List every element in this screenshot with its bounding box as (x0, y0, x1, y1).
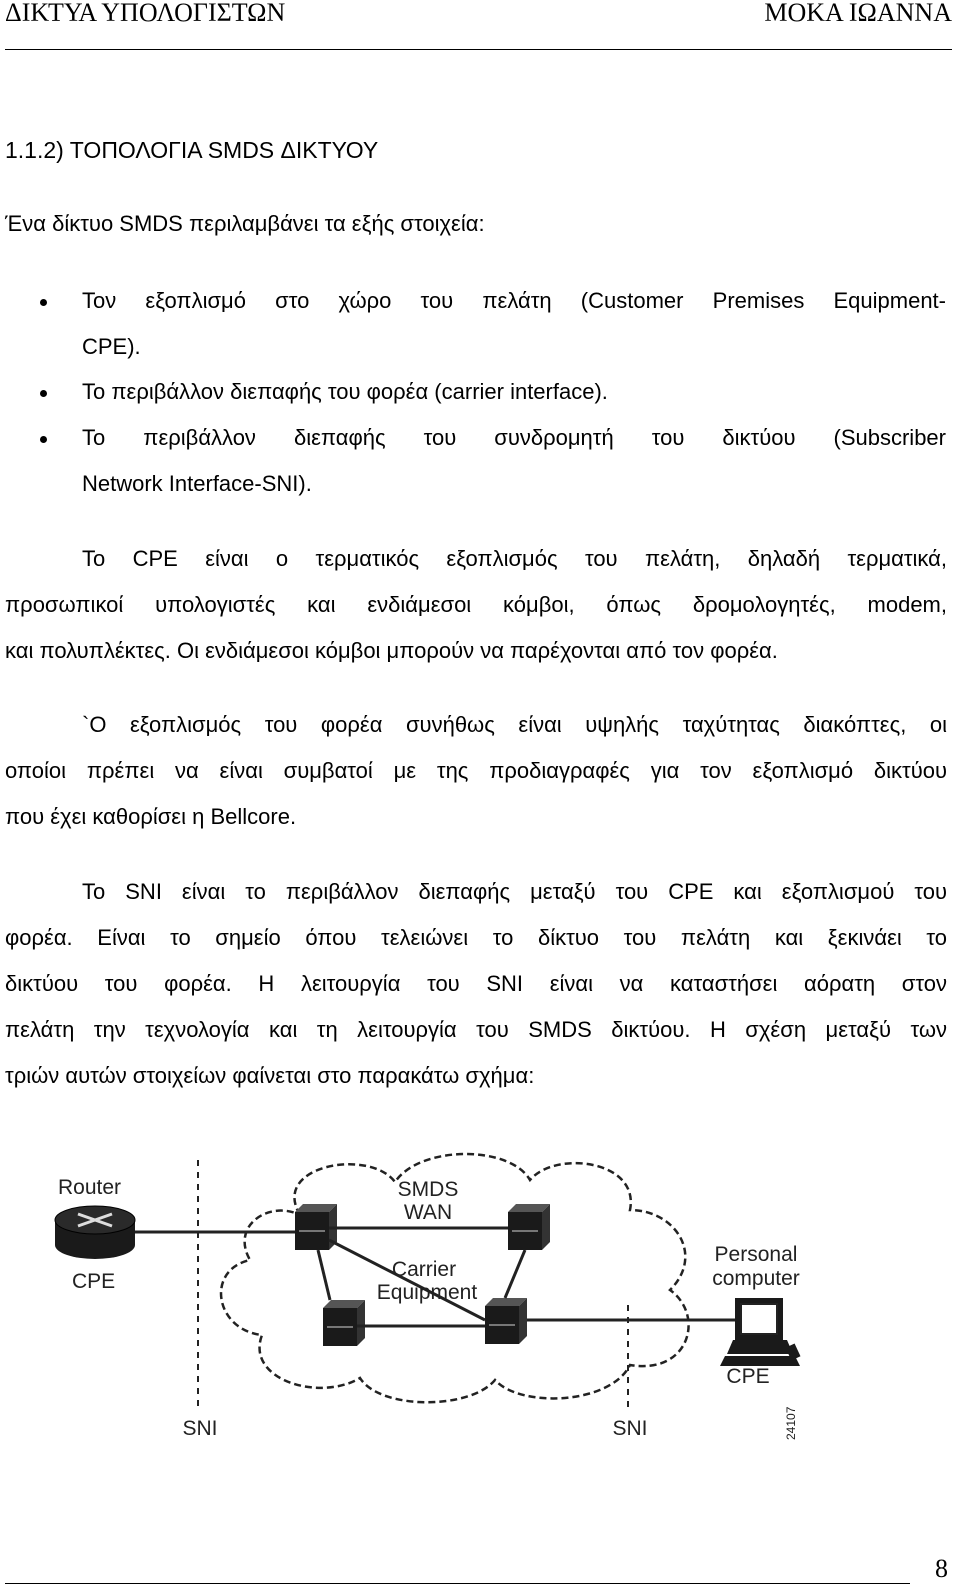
bullet-2-line1: Το περιβάλλον διεπαφής του φορέα (carrier interface). (82, 379, 608, 404)
pc-label-line2: computer (712, 1267, 800, 1290)
bullet-dot (40, 299, 47, 306)
para3-line5: τριών αυτών στοιχείων φαίνεται στο παρακάτω σχήμα: (5, 1063, 535, 1088)
para2-line1: `Ο εξοπλισμός του φορέα συνήθως είναι υψηλής ταχύτητας διακόπτες, οι (82, 712, 947, 737)
page-number: 8 (935, 1554, 948, 1583)
para3-line4: πελάτη την τεχνολογία και τη λειτουργία του SMDS δικτύου. Η σχέση μεταξύ των (5, 1017, 947, 1042)
carrier-label-line2: Equipment (376, 1281, 478, 1304)
carrier-switch-icon (508, 1204, 550, 1250)
para3-line2: φορέα. Είναι το σημείο όπου τελειώνει το δίκτυο του πελάτη και ξεκινάει το (5, 925, 947, 950)
para2-line2: οποίοι πρέπει να είναι συμβατοί με της προδιαγραφές για τον εξοπλισμό δικτύου (5, 758, 947, 783)
cloud-label-wan: WAN (403, 1201, 453, 1224)
bullet-1-line2: CPE). (82, 334, 141, 359)
router-icon (55, 1206, 135, 1259)
para1-line3: και πολυπλέκτες. Οι ενδιάμεσοι κόμβοι μπορούν να παρέχονται από τον φορέα. (5, 638, 778, 663)
header-rule (5, 49, 952, 50)
pc-label-line1: Personal (714, 1243, 798, 1266)
smds-topology-diagram (0, 1140, 960, 1460)
intro-text: Ένα δίκτυο SMDS περιλαμβάνει τα εξής στοιχεία: (5, 211, 485, 236)
bullet-3-line2: Network Interface-SNI). (82, 471, 312, 496)
cloud-label-smds: SMDS (397, 1178, 459, 1201)
section-title: 1.1.2) ΤΟΠΟΛΟΓΙΑ SMDS ΔΙΚΤΥΟΥ (5, 137, 379, 163)
para3-line1: Το SNI είναι το περιβάλλον διεπαφής μεταξύ του CPE και εξοπλισμού του (82, 879, 947, 904)
bullet-3-line1: Το περιβάλλον διεπαφής του συνδρομητή του δικτύου (Subscriber (82, 425, 946, 450)
para1-line1: Το CPE είναι ο τερματικός εξοπλισμός του πελάτη, δηλαδή τερματικά, (82, 546, 947, 571)
personal-computer-icon (720, 1298, 800, 1366)
cpe-label-left: CPE (72, 1270, 116, 1293)
sni-label-right: SNI (612, 1417, 648, 1440)
para2-line3: που έχει καθορίσει η Bellcore. (5, 804, 297, 829)
bullet-dot (40, 436, 47, 443)
figure-id: 24107 (784, 1406, 798, 1440)
para1-line2: προσωπικοί υπολογιστές και ενδιάμεσοι κόμβοι, όπως δρομολογητές, modem, (5, 592, 947, 617)
carrier-switch-icon (485, 1298, 527, 1344)
para3-line3: δικτύου του φορέα. Η λειτουργία του SNI είναι να καταστήσει αόρατη στον (5, 971, 947, 996)
header-title: ΔΙΚΤΥΑ ΥΠΟΛΟΓΙΣΤΩΝ (5, 0, 286, 27)
cpe-label-right: CPE (726, 1365, 770, 1388)
bullet-1-line1: Τον εξοπλισμό στο χώρο του πελάτη (Customer Premises Equipment- (82, 288, 946, 313)
router-label: Router (58, 1176, 122, 1199)
carrier-label-line1: Carrier (391, 1258, 457, 1281)
sni-label-left: SNI (182, 1417, 218, 1440)
carrier-switch-icon (323, 1300, 365, 1346)
bullet-dot (40, 390, 47, 397)
header-author: ΜΟΚΑ ΙΩΑΝΝΑ (764, 0, 952, 27)
footer-rule (5, 1583, 910, 1584)
